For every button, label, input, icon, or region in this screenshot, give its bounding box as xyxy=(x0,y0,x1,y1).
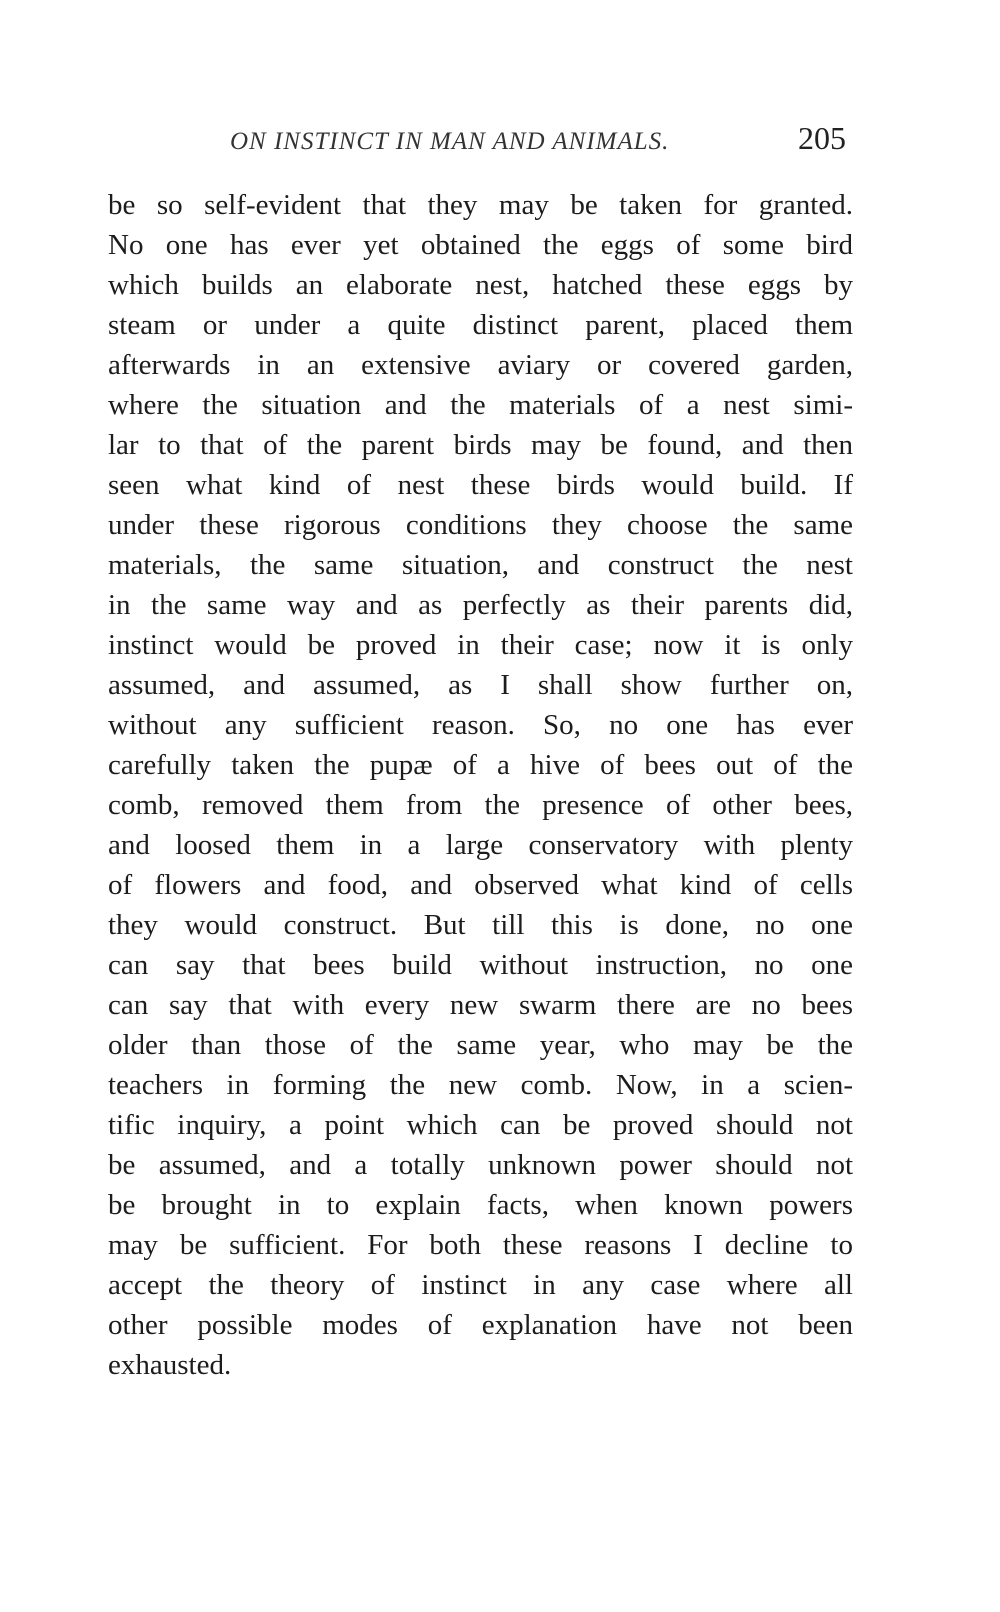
text-line: without any sufficient reason. So, no one has ever xyxy=(108,709,853,741)
page-number: 205 xyxy=(798,120,846,156)
text-line: carefully taken the pupæ of a hive of bees out of the xyxy=(108,749,853,781)
text-line: in the same way and as perfectly as their parents did, xyxy=(108,589,853,621)
text-line: exhausted. xyxy=(108,1349,232,1381)
text-line: teachers in forming the new comb. Now, in a scien- xyxy=(108,1069,853,1101)
text-line: under these rigorous conditions they choose the same xyxy=(108,509,853,541)
text-line: other possible modes of explanation have not been xyxy=(108,1309,853,1341)
text-line: can say that bees build without instruction, no one xyxy=(108,949,853,981)
text-line: afterwards in an extensive aviary or covered garden, xyxy=(108,349,853,381)
text-line: steam or under a quite distinct parent, placed them xyxy=(108,309,853,341)
text-line: can say that with every new swarm there are no bees xyxy=(108,989,853,1021)
running-title: ON INSTINCT IN MAN AND ANIMALS. xyxy=(230,128,670,155)
text-line: seen what kind of nest these birds would build. If xyxy=(108,469,853,501)
text-line: comb, removed them from the presence of other bees, xyxy=(108,789,853,821)
text-line: be brought in to explain facts, when known powers xyxy=(108,1189,853,1221)
text-line: assumed, and assumed, as I shall show further on, xyxy=(108,669,853,701)
text-line: No one has ever yet obtained the eggs of some bird xyxy=(108,229,853,261)
text-line: where the situation and the materials of a nest simi- xyxy=(108,389,853,421)
text-line: of flowers and food, and observed what kind of cells xyxy=(108,869,853,901)
text-line: lar to that of the parent birds may be found, and then xyxy=(108,429,853,461)
text-line: may be sufficient. For both these reasons I decline to xyxy=(108,1229,853,1261)
body-paragraph xyxy=(108,185,853,1385)
text-line: accept the theory of instinct in any case where all xyxy=(108,1269,853,1301)
text-line: be so self-evident that they may be taken for granted. xyxy=(108,189,853,221)
text-line: materials, the same situation, and construct the nest xyxy=(108,549,853,581)
text-line: and loosed them in a large conservatory with plenty xyxy=(108,829,853,861)
text-line: they would construct. But till this is done, no one xyxy=(108,909,853,941)
text-line: older than those of the same year, who may be the xyxy=(108,1029,853,1061)
text-line: which builds an elaborate nest, hatched these eggs by xyxy=(108,269,853,301)
text-line: tific inquiry, a point which can be proved should not xyxy=(108,1109,853,1141)
running-head xyxy=(108,118,852,166)
text-line: instinct would be proved in their case; now it is only xyxy=(108,629,853,661)
text-line: be assumed, and a totally unknown power should not xyxy=(108,1149,853,1181)
